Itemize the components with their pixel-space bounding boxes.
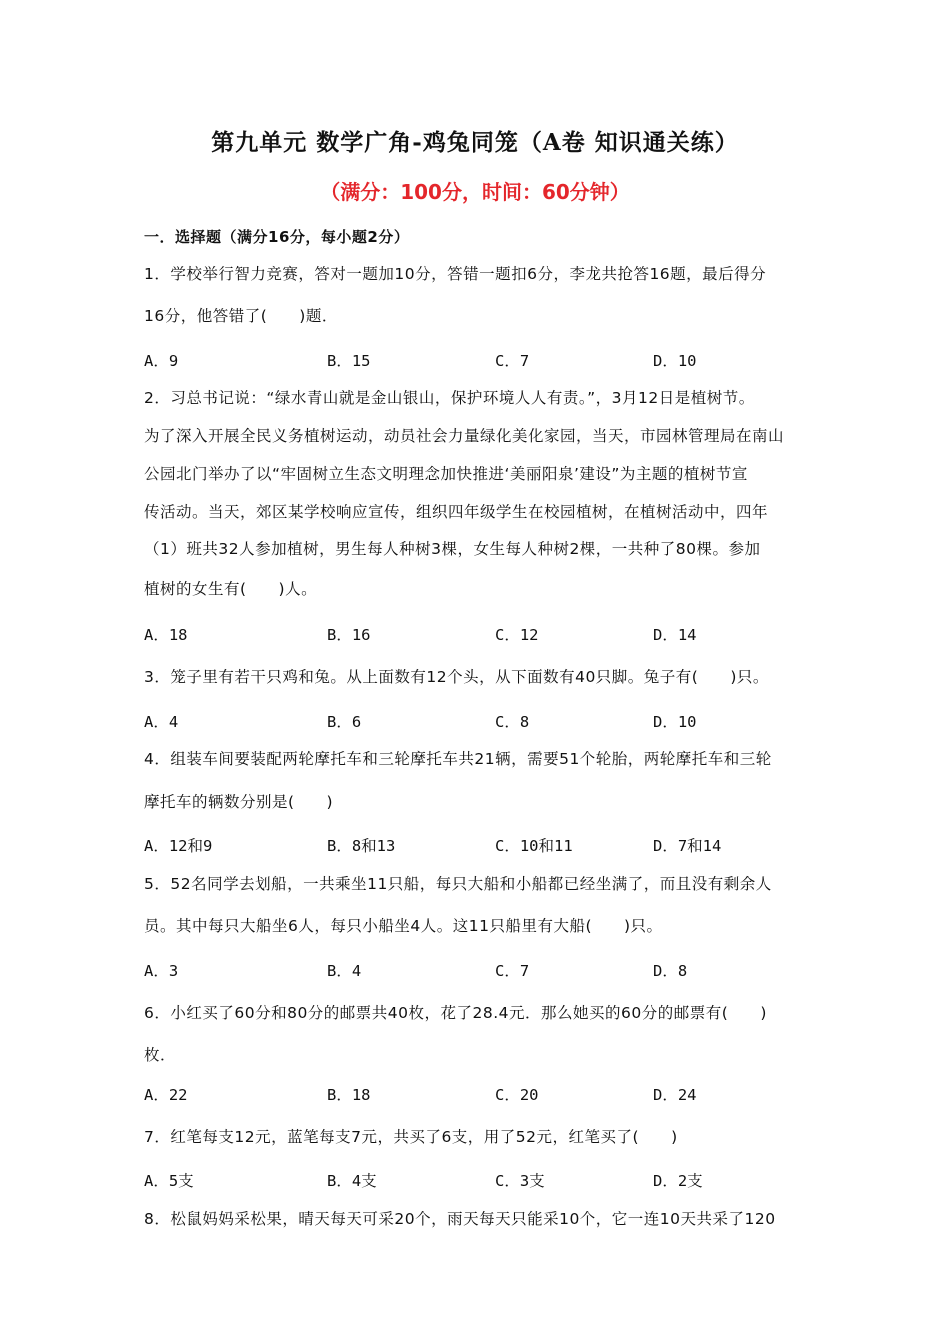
question-1-option-d: D．10	[653, 352, 697, 370]
question-2-option-a: A．18	[144, 626, 188, 644]
question-3-option-a: A．4	[144, 713, 179, 731]
question-7-option-c: C．3支	[495, 1172, 545, 1190]
question-5-option-b: B．4	[327, 962, 362, 980]
question-2-line-4: 传活动。当天，郊区某学校响应宣传，组织四年级学生在校园植树，在植树活动中，四年	[144, 503, 769, 521]
page-subtitle: （满分：100分，时间：60分钟）	[320, 180, 630, 204]
question-6-option-c: C．20	[495, 1086, 539, 1104]
question-8-line-1: 8．松鼠妈妈采松果，晴天每天可采20个，雨天每天只能采10个，它一连10天共采了120	[144, 1210, 776, 1228]
question-4-line-1: 4．组装车间要装配两轮摩托车和三轮摩托车共21辆，需要51个轮胎，两轮摩托车和三轮	[144, 750, 772, 768]
question-3-option-d: D．10	[653, 713, 697, 731]
question-6-line-1: 6．小红买了60分和80分的邮票共40枚，花了28.4元．那么她买的60分的邮票有( )	[144, 1004, 767, 1022]
question-5-option-c: C．7	[495, 962, 530, 980]
question-4-option-d: D．7和14	[653, 837, 722, 855]
question-5-option-d: D．8	[653, 962, 688, 980]
question-5-line-2: 员。其中每只大船坐6人，每只小船坐4人。这11只船里有大船( )只。	[144, 917, 663, 935]
question-6-option-a: A．22	[144, 1086, 188, 1104]
question-2-option-c: C．12	[495, 626, 539, 644]
question-6-option-b: B．18	[327, 1086, 371, 1104]
question-1-option-c: C．7	[495, 352, 530, 370]
page-title: 第九单元 数学广角-鸡兔同笼（A卷 知识通关练）	[211, 129, 739, 156]
question-4-option-c: C．10和11	[495, 837, 573, 855]
question-2-line-2: 为了深入开展全民义务植树运动，动员社会力量绿化美化家园，当天，市园林管理局在南山	[144, 427, 785, 445]
question-1-line-1: 1．学校举行智力竞赛，答对一题加10分，答错一题扣6分，李龙共抢答16题，最后得分	[144, 265, 767, 283]
question-7-option-d: D．2支	[653, 1172, 703, 1190]
question-7-option-b: B．4支	[327, 1172, 377, 1190]
question-7-option-a: A．5支	[144, 1172, 194, 1190]
question-4-line-2: 摩托车的辆数分别是( )	[144, 793, 334, 811]
question-3-line-1: 3．笼子里有若干只鸡和兔。从上面数有12个头，从下面数有40只脚。兔子有( )只。	[144, 668, 769, 686]
question-3-option-c: C．8	[495, 713, 530, 731]
question-2-line-6: 植树的女生有( )人。	[144, 580, 318, 598]
question-1-line-2: 16分，他答错了( )题．	[144, 307, 338, 325]
question-2-line-5: （1）班共32人参加植树，男生每人种树3棵，女生每人种树2棵，一共种了80棵。参加	[144, 540, 761, 558]
question-2-line-1: 2．习总书记说：“绿水青山就是金山银山，保护环境人人有责。”，3月12日是植树节。	[144, 389, 755, 407]
question-1-option-a: A．9	[144, 352, 179, 370]
question-6-line-2: 枚．	[144, 1046, 177, 1064]
question-1-option-b: B．15	[327, 352, 371, 370]
question-2-line-3: 公园北门举办了以“牢固树立生态文明理念加快推进‘美丽阳泉’建设”为主题的植树节宣	[144, 465, 748, 483]
question-6-option-d: D．24	[653, 1086, 697, 1104]
question-5-line-1: 5．52名同学去划船，一共乘坐11只船，每只大船和小船都已经坐满了，而且没有剩余人	[144, 875, 772, 893]
question-3-option-b: B．6	[327, 713, 362, 731]
question-7-line-1: 7．红笔每支12元，蓝笔每支7元，共买了6支，用了52元，红笔买了( )	[144, 1128, 678, 1146]
question-2-option-b: B．16	[327, 626, 371, 644]
section-heading: 一．选择题（满分16分，每小题2分）	[144, 228, 410, 246]
question-4-option-a: A．12和9	[144, 837, 213, 855]
question-5-option-a: A．3	[144, 962, 179, 980]
question-4-option-b: B．8和13	[327, 837, 396, 855]
question-2-option-d: D．14	[653, 626, 697, 644]
